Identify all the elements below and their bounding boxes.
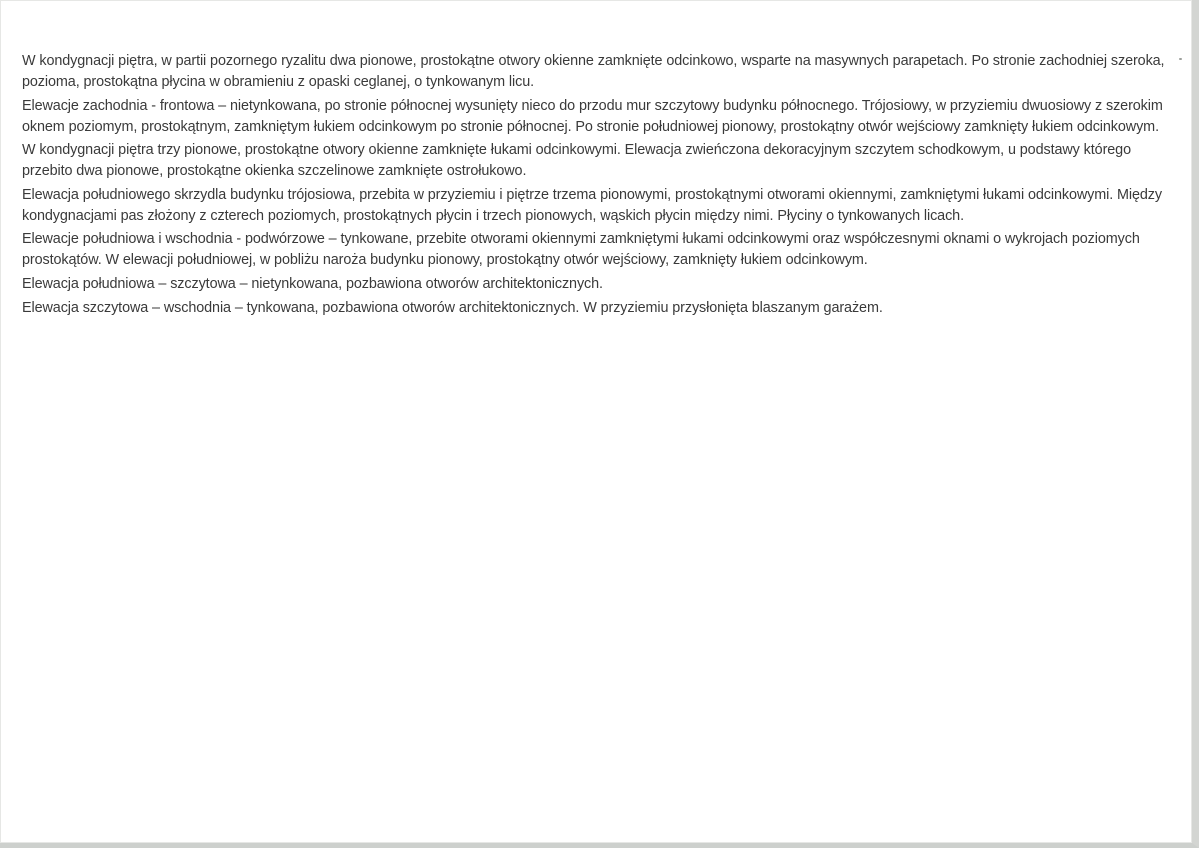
document-text bbox=[22, 51, 1172, 321]
paragraph-elewacja-wschodnia-szczytowa: Elewacja szczytowa – wschodnia – tynkowana, pozbawiona otworów architektonicznych. W przyziemiu przysłonięta blaszanym garażem. bbox=[22, 299, 883, 316]
paragraph-piętro-ryzalit: W kondygnacji piętra, w partii pozornego ryzalitu dwa pionowe, prostokątne otwory okienne zamknięte odcinkowo, wsparte na masywnych parapetach. Po stronie zachodniej szeroka, pozioma, prostokątna płycina w obramieniu z opaski ceglanej, o tynkowanym licu. bbox=[22, 53, 1165, 90]
paragraph-elewacja-zachodnia: Elewacje zachodnia - frontowa – nietynkowana, po stronie północnej wysunięty nieco do przodu mur szczytowy budynku północnego. Trójosiowy, w przyziemiu dwuosiowy z szerokim oknem poziomym, prostokątnym, zamkniętym łukiem odcinkowym po stronie północnej. Po stronie południowej pionowy, prostokątny otwór wejściowy zamknięty łukiem odcinkowym. bbox=[22, 97, 1163, 135]
paragraph-szczyt-schodkowy: W kondygnacji piętra trzy pionowe, prostokątne otwory okienne zamknięte łukami odcinkowymi. Elewacja zwieńczona dekoracyjnym szczytem schodkowym, u podstawy którego przebito dwa pionowe, prostokątne okienka szczelinowe zamknięte ostrołukowo. bbox=[22, 142, 1131, 180]
scan-speck bbox=[1179, 58, 1182, 60]
paragraph-skrzydlo-poludniowe: Elewacja południowego skrzydla budynku trójosiowa, przebita w przyziemiu i piętrze trzema pionowymi, prostokątnymi otworami okiennymi, zamkniętymi łukami odcinkowymi. Między kondygnacjami pas złożony z czterech poziomych, prostokątnych płycin i trzech pionowych, wąskich płycin między nimi. Płyciny o tynkowanych licach. bbox=[22, 186, 1162, 224]
paragraph-elewacje-podworzowe: Elewacje południowa i wschodnia - podwórzowe – tynkowane, przebite otworami okiennymi zamkniętymi łukami odcinkowymi oraz współczesnymi oknami o wykrojach poziomych prostokątów. W elewacji południowej, w pobliżu naroża budynku pionowy, prostokątny otwór wejściowy, zamknięty łukiem odcinkowym. bbox=[22, 231, 1140, 269]
paragraph-elewacja-poludniowa-szczytowa: Elewacja południowa – szczytowa – nietynkowana, pozbawiona otworów architektonicznych. bbox=[22, 275, 603, 292]
